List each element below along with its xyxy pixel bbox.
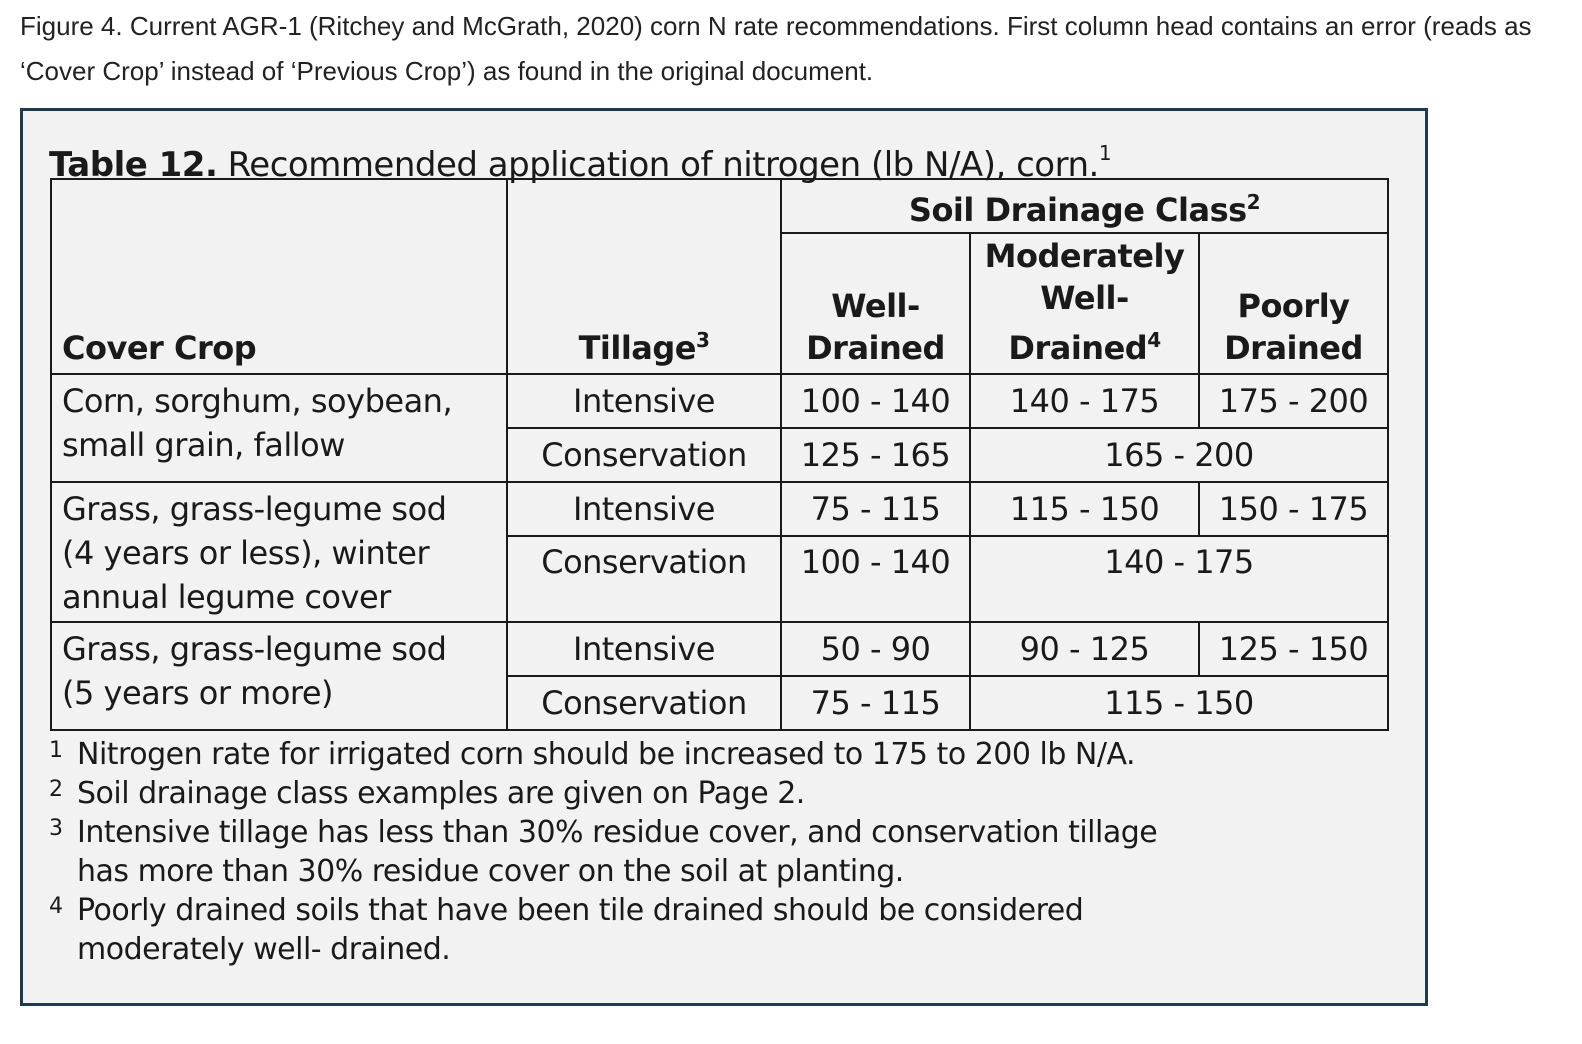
header-row-1	[51, 179, 1388, 233]
tillage-cell: Intensive	[507, 482, 781, 536]
tillage-cell: Conservation	[507, 428, 781, 482]
moderate-poor-drained-value: 115 - 150	[970, 676, 1388, 730]
footnote-mark: 2	[49, 777, 63, 802]
header-moderately-well-drained: Moderately Well- Drained$^4$	[970, 233, 1199, 374]
well-drained-value: 75 - 115	[781, 482, 970, 536]
well-drained-value: 125 - 165	[781, 428, 970, 482]
moderately-drained-value: 140 - 175	[970, 374, 1199, 428]
table-row	[51, 482, 1388, 536]
footnote: 1 Nitrogen rate for irrigated corn should be increased to 175 to 200 lb N/A.	[49, 735, 1249, 774]
title-footnote-mark: 1	[1098, 141, 1112, 165]
moderate-poor-drained-value: 140 - 175	[970, 536, 1388, 622]
poorly-drained-value: 125 - 150	[1199, 622, 1388, 676]
footnote: 2 Soil drainage class examples are given on Page 2.	[49, 774, 1249, 813]
moderately-drained-value: 115 - 150	[970, 482, 1199, 536]
tillage-footnote-mark: 3	[696, 328, 710, 352]
well-drained-value: 100 - 140	[781, 536, 970, 622]
header-cover-crop: Cover Crop	[51, 179, 507, 374]
footnote: 4 Poorly drained soils that have been tile drained should be considered moderately well- drained.	[49, 891, 1249, 969]
table-row	[51, 374, 1388, 428]
footnote-mark: 4	[49, 894, 63, 919]
crop-cell: Grass, grass-legume sod (5 years or more)	[51, 622, 507, 730]
header-tillage: Tillage$^3$	[507, 179, 781, 374]
tillage-cell: Conservation	[507, 676, 781, 730]
header-soil-drainage-class: Soil Drainage Class$^2$	[781, 179, 1388, 233]
moderately-drained-value: 90 - 125	[970, 622, 1199, 676]
crop-cell: Grass, grass-legume sod (4 years or less), winter annual legume cover	[51, 482, 507, 622]
well-drained-value: 50 - 90	[781, 622, 970, 676]
footnote-mark: 1	[49, 738, 63, 763]
tillage-cell: Intensive	[507, 374, 781, 428]
table-figure	[20, 108, 1428, 1006]
nitrogen-rate-table	[50, 178, 1389, 731]
figure-caption: Figure 4. Current AGR-1 (Ritchey and McGrath, 2020) corn N rate recommendations. First column head contains an error (reads as ‘Cover Crop’ instead of ‘Previous Crop’) as found in the original document.	[20, 11, 1532, 86]
moderate-footnote-mark: 4	[1147, 328, 1161, 352]
moderate-poor-drained-value: 165 - 200	[970, 428, 1388, 482]
table-row	[51, 622, 1388, 676]
poorly-drained-value: 150 - 175	[1199, 482, 1388, 536]
header-well-drained: Well- Drained	[781, 233, 970, 374]
header-poorly-drained: Poorly Drained	[1199, 233, 1388, 374]
footnote-mark: 3	[49, 816, 63, 841]
footnote: 3 Intensive tillage has less than 30% residue cover, and conservation tillage has more than 30% residue cover on the soil at planting.	[49, 813, 1249, 891]
crop-cell: Corn, sorghum, soybean, small grain, fallow	[51, 374, 507, 482]
poorly-drained-value: 175 - 200	[1199, 374, 1388, 428]
tillage-cell: Intensive	[507, 622, 781, 676]
tillage-cell: Conservation	[507, 536, 781, 622]
well-drained-value: 75 - 115	[781, 676, 970, 730]
drainage-footnote-mark: 2	[1246, 190, 1261, 214]
table-number: Table 12.	[49, 145, 218, 185]
footnotes	[49, 735, 1249, 969]
table-title-text: Recommended application of nitrogen (lb N/A), corn.	[217, 145, 1099, 185]
well-drained-value: 100 - 140	[781, 374, 970, 428]
